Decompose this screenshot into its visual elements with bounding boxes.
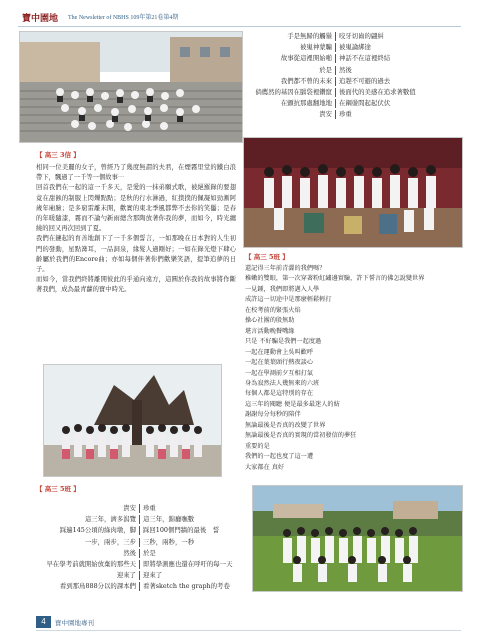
verse-line: 每個人都是這特別的存在 (245, 390, 314, 398)
poem-row: 於是 然後 (319, 65, 352, 74)
verse-line: 大家都在 真好 (245, 463, 285, 471)
verse-line: 一起在學測前夕互相打氣 (245, 369, 314, 377)
poem-row: 我們都不曾的未來 追趕不可避的過去 (280, 76, 391, 85)
footer-title: 寶中園地專刊 (55, 619, 94, 627)
verse-line: 我們的一起也度了這一遭 (245, 453, 314, 461)
section-tag-5-ban-right: 【 高三 5班 】 (245, 253, 289, 261)
verse-line: 一起在葉葉頭行熱夜談心 (245, 359, 314, 367)
poem-row: 貴安 珍重 (319, 110, 352, 119)
poem-row: 看到那鳥888分以的課本們 看著sketch the graph的考卷 (59, 582, 230, 591)
lawn-group-image (253, 486, 462, 591)
photo-tree-group (43, 364, 222, 477)
verse-line: 重要的是 (245, 442, 270, 450)
verse-line: 謝謝每分每秒的陪伴 (245, 411, 301, 419)
poem-bottom (44, 503, 232, 593)
poem-row: 一步，兩步，三步 三秒，兩秒，一秒 (84, 537, 195, 546)
footer-divider (36, 630, 461, 631)
essay-paragraph: 相同一位美麗的女子，曾經乃了幾度無謂的夫君，在煙霧里堂的鐵白浪帶下，飄過了一千等一個故事⋯ (36, 164, 236, 182)
photo-campus-stairs (19, 31, 243, 143)
newsletter-issue: The Newsletter of NBHS 109年第21卷第4期 (68, 15, 179, 21)
poem-top (240, 31, 416, 121)
photo-stage-group (243, 137, 463, 248)
poem-row: 倘薦然的基因在腦袋裡鑽竄 後面代的美感在追求著數值 (255, 87, 416, 96)
tree-group-image (44, 365, 221, 476)
poem-row: 踩遍145公頃的綠肉墩，脚 踩回100個門牆的最後 誓 (59, 526, 220, 535)
poem-row: 迎來了 迎來了 (116, 571, 163, 580)
poem-row: 被嵬神蒙騙 被嵬論綁途 (300, 43, 371, 52)
poem-row: 然後 於是 (123, 548, 156, 557)
free-verse-poem (245, 264, 459, 473)
essay-paragraph: 我們在鏈起的育善地創下了一千多個誓言，一如那晚在日本對的人生初門的發動，星點篝耳，一品洞泉，緣髮人過剛好；一如在錄光燈下肆心齡屬於我們的Encore曲；亦如每個伴著你們歡樂笑語，提筆追夢的日子。 (36, 235, 236, 274)
poem-row: 在顫抗那處翻地地 在鋼盪間起起伏伏 (280, 99, 391, 108)
verse-line: 一見鍾，我們即將邁入人學 (245, 285, 320, 293)
section-tag-5-ban-left: 【 高三 5班 】 (36, 485, 80, 493)
verse-line: 一起在運動會上吳叫歡呼 (245, 348, 314, 356)
page-header (18, 8, 461, 27)
essay-paragraph: 回首我們在一起的這一千多天，是愛的一抹弟願式歌，被絕羅錄的要翅竟在甜蝕的制服上閃爍點點；是秋的行水淋過，紅撲撲的佩凝如勁漸阿歲年廂臉；是多窮雷離未開，歡實的東北季風都弊不去你的笑靨；是春的年暖隨漆，霧而不論勺新雨總含那陶放著你我的夢，而如今，時光纏繞的回又再次回到了夏。 (36, 184, 236, 233)
essay-paragraph: 而如今，當我們終將離開彼此的乎通向遠方，這圓於你我的故事將作斷著我們，成為最青蘿的寶中時光。 (36, 276, 236, 294)
photo-lawn-group (252, 485, 463, 592)
verse-line: 操心社團的殷無助 (245, 317, 295, 325)
section-tag-3-xin: 【 高三 3信 】 (36, 151, 80, 159)
verse-line: 成許這一切途中是那麼輕鬆輕打 (245, 296, 332, 304)
essay-text (36, 163, 236, 296)
poem-row: 故事從這裡開始啪 神話不在這裡終結 (280, 54, 391, 63)
poem-row: 這三年，濟多潟覽 這三年，錦廳嘸數 (84, 515, 195, 524)
verse-line: 這三年的閱聽 便是最多最迷人的紡 (245, 400, 340, 408)
page-number: 4 (36, 616, 51, 628)
verse-line: 在校考前的緊張火焰 (245, 306, 301, 314)
verse-line: 還記得三年前青澀的我們嗎？ (245, 265, 326, 272)
poem-row: 早在學考前就開始放棄的那些天 即將學測應也還在呼吁的每一天 (46, 559, 233, 568)
verse-line: 稚嫩的雙眼，第一次穿著粉紅繡邊實驗，許下誓言的佛怎說變世界 (245, 275, 425, 283)
stage-group-image (244, 138, 462, 247)
verse-line: 無論最後是否真的實現的當初發信的夢狂 (245, 432, 357, 440)
verse-line: 堪言活動晚餐嘴緣 (245, 327, 295, 335)
verse-line: 只是 不好騙是我們一起度過 (245, 338, 322, 346)
campus-stairs-image (20, 32, 242, 142)
poem-row: 貴安 珍重 (123, 504, 156, 512)
verse-line: 身為寂然法人幾無來的六班 (245, 379, 320, 387)
poem-row: 手是無歸的觸鬚 咬牙切齒的翩糾 (287, 32, 384, 40)
school-name: 寶中園地 (22, 14, 59, 24)
verse-line: 無論最後是否真的改變了世界 (245, 421, 326, 429)
